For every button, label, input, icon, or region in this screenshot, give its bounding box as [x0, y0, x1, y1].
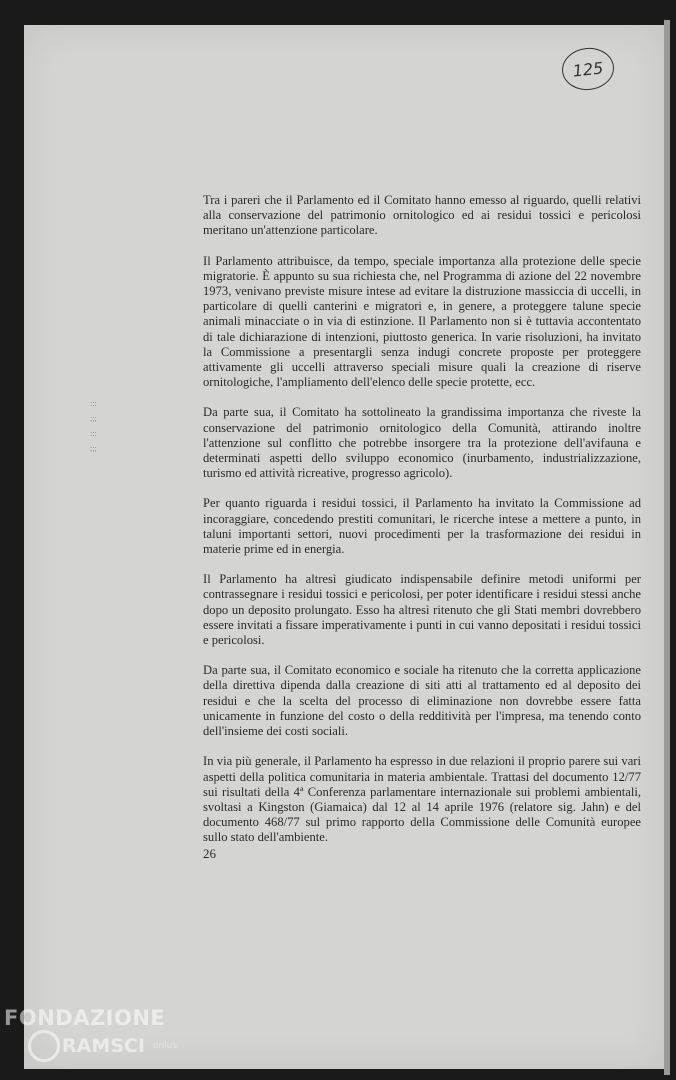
g-logo-icon: [28, 1030, 60, 1062]
paragraph: Da parte sua, il Comitato economico e sociale ha ritenuto che la corretta applicazione della direttiva dipenda dalla creazione di siti atti al trattamento ed al deposito dei residui e che la scelta del processo di eliminazione non dovrebbe essere fatta unicamente in funzione del costo o della redditività per l'impresa, ma tenendo conto dell'insieme dei costi sociali.: [203, 663, 641, 739]
paragraph: Per quanto riguarda i residui tossici, il Parlamento ha invitato la Commissione ad incoraggiare, concedendo prestiti comunitari, le ricerche intese a mettere a punto, in taluni importanti settori, nuovi procedimenti per la trasformazione dei residui in materie prime ed in energia.: [203, 496, 641, 557]
page-edge: [664, 20, 670, 1075]
watermark-suffix: onlus: [152, 1041, 178, 1051]
margin-marks: ::: ;;; ::: ;;;: [90, 399, 97, 453]
watermark-line-2: [4, 1030, 177, 1062]
page-number: 26: [203, 846, 216, 861]
watermark-line-1: FONDAZIONE: [4, 1006, 166, 1030]
stamp-number: 125: [571, 57, 605, 81]
paragraph: Tra i pareri che il Parlamento ed il Comitato hanno emesso al riguardo, quelli relativi alla conservazione del patrimonio ornitologico ed ai residui tossici e pericolosi meritano un'attenzione particolare.: [203, 193, 641, 238]
paragraph: Il Parlamento attribuisce, da tempo, speciale importanza alla protezione delle specie migratorie. È appunto su sua richiesta che, nel Programma di azione del 22 novembre 1973, venivano previste misure intese ad evitare la distruzione massiccia di uccelli, in particolare di quelli canterini e migratori e, in genere, a proteggere talune specie animali minacciate o in via di estinzione. Il Parlamento non si è tuttavia accontentato di tale dichiarazione di intenzioni, piuttosto generica. In varie risoluzioni, ha invitato la Commissione a presentargli senza indugi concrete proposte per proteggere attivamente gli uccelli attraverso speciali misure quali la creazione di riserve ornitologiche, l'ampliamento dell'elenco delle specie protette, ecc.: [203, 253, 641, 390]
watermark-line-2-text: RAMSCI: [62, 1035, 145, 1057]
body-text: [203, 193, 641, 861]
paragraph: Da parte sua, il Comitato ha sottolineato la grandissima importanza che riveste la conservazione del patrimonio ornitologico della Comunità, attirando inoltre l'attenzione sul conflitto che potrebbe insorgere tra la protezione dell'avifauna e determinati aspetti dello sviluppo economico (inurbamento, industrializzazione, turismo ed attività ricreative, progresso agricolo).: [203, 405, 641, 481]
paragraph: Il Parlamento ha altresì giudicato indispensabile definire metodi uniformi per contrassegnare i residui tossici e pericolosi, per poter identificare i residui stessi anche dopo un deposito prolungato. Esso ha altresì ritenuto che gli Stati membri dovrebbero essere invitati a fissare imperativamente i punti in cui vanno depositati i residui tossici e pericolosi.: [203, 572, 641, 648]
paragraph: In via più generale, il Parlamento ha espresso in due relazioni il proprio parere sui vari aspetti della politica comunitaria in materia ambientale. Trattasi del documento 12/77 sui risultati della 4ª Conferenza parlamentare internazionale sui problemi ambientali, svoltasi a Kingston (Giamaica) dal 12 al 14 aprile 1976 (relatore sig. Jahn) e del documento 468/77 sul primo rapporto della Commissione delle Comunità europee sullo stato dell'ambiente.: [203, 754, 641, 845]
fondazione-gramsci-watermark: [4, 1006, 177, 1062]
